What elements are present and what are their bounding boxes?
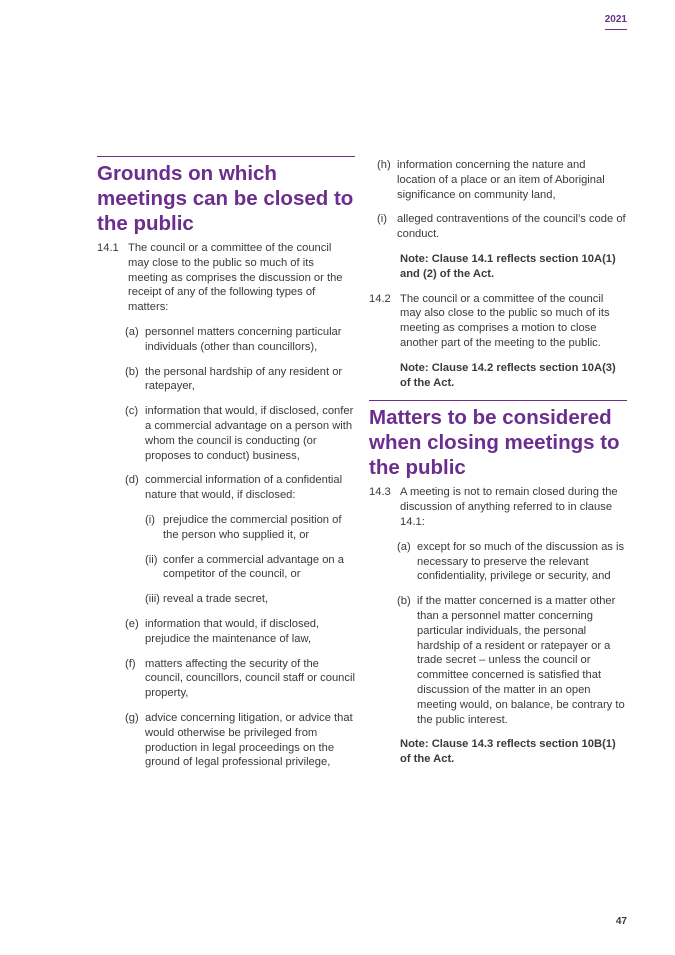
clause-14-1 (97, 241, 355, 315)
sub-list-item-text: prejudice the commercial position of the person who supplied it, or (163, 513, 342, 541)
note-clause-14-3: Note: Clause 14.3 reflects section 10B(1) of the Act. (400, 738, 616, 766)
list-item (349, 158, 627, 202)
list-item-text: personnel matters concerning particular individuals (other than councillors), (145, 325, 342, 353)
page-number: 47 (615, 916, 627, 927)
list-item-text: the personal hardship of any resident or ratepayer, (145, 365, 343, 393)
header-year: 2021 (604, 14, 627, 25)
list-item (97, 473, 355, 503)
list-item (97, 617, 355, 647)
list-item (97, 404, 355, 463)
section-rule (369, 400, 627, 401)
list-item (349, 212, 627, 242)
clause-number: 14.3 (369, 486, 391, 499)
list-item (97, 325, 355, 355)
sub-list-item (97, 513, 355, 543)
list-item (97, 365, 355, 395)
note-clause-14-2: Note: Clause 14.2 reflects section 10A(3) of the Act. (400, 361, 616, 389)
sub-list-item-text: confer a commercial advantage on a competitor of the council, or (163, 553, 344, 581)
sub-list-item-label: (ii) (145, 553, 158, 566)
list-item-text: if the matter concerned is a matter other than a personnel matter concerning particular individuals, the personal hardship of a resident or ratepayer or a trade secret – unless the council or committee concerned is satisfied that discussion of the matter in an open meeting would, on balance, be contrary to the public interest. (417, 595, 625, 726)
section-rule (97, 156, 355, 157)
list-item-label: (f) (125, 657, 136, 670)
list-item-label: (b) (397, 595, 411, 608)
list-item (97, 711, 355, 770)
list-item-text: commercial information of a confidential nature that would, if disclosed: (145, 474, 343, 502)
sub-list-item (97, 553, 355, 583)
list-item-text: matters affecting the security of the council, councillors, council staff or council property, (145, 657, 355, 700)
list-item-label: (a) (397, 540, 411, 553)
list-item (97, 657, 355, 701)
list-item-label: (b) (125, 365, 139, 378)
list-item-text: information that would, if disclosed, confer a commercial advantage on a person with whom the council is conducting (or proposes to conduct) business, (145, 405, 354, 462)
list-item-text: except for so much of the discussion as is necessary to preserve the relevant confidentiality, privilege or security, and (417, 540, 625, 583)
list-item-label: (e) (125, 617, 139, 630)
sub-list-item-label: (iii) (145, 593, 160, 606)
list-item-label: (i) (377, 213, 387, 226)
clause-number: 14.1 (97, 242, 119, 254)
list-item-label: (d) (125, 474, 139, 487)
sub-list-item-text: reveal a trade secret, (163, 593, 269, 606)
list-item-text: information concerning the nature and location of a place or an item of Aboriginal significance on community land, (397, 159, 605, 201)
left-column (97, 156, 355, 780)
clause-14-2 (369, 292, 627, 351)
list-item (369, 594, 627, 727)
section-heading-matters-to-consider: Matters to be considered when closing meetings to the public (369, 406, 620, 480)
clause-text: The council or a committee of the council may close to the public so much of its meeting as comprises the discussion or the receipt of any of the following types of matters: (128, 242, 343, 314)
header-year-underline (605, 29, 627, 30)
list-item-text: advice concerning litigation, or advice that would otherwise be privileged from production in legal proceedings on the ground of legal professional privilege, (145, 711, 353, 769)
list-item-label: (c) (125, 405, 139, 418)
right-column (369, 158, 627, 777)
sub-list-item-label: (i) (145, 513, 155, 526)
list-item-label: (a) (125, 325, 139, 338)
sub-list-item (97, 592, 355, 607)
list-item-text: information that would, if disclosed, prejudice the maintenance of law, (145, 617, 320, 645)
list-item-label: (g) (125, 711, 139, 724)
clause-number: 14.2 (369, 292, 391, 305)
clause-text: The council or a committee of the council may also close to the public so much of its meeting as comprises a motion to close another part of the meeting to the public. (400, 292, 610, 349)
section-heading-closed-meetings: Grounds on which meetings can be closed to the public (97, 162, 354, 235)
note-clause-14-1: Note: Clause 14.1 reflects section 10A(1) and (2) of the Act. (400, 252, 616, 280)
list-item-label: (h) (377, 159, 391, 171)
list-item (369, 540, 627, 584)
clause-14-3 (369, 485, 627, 529)
clause-text: A meeting is not to remain closed during the discussion of anything referred to in clause 14.1: (400, 486, 618, 528)
list-item-text: alleged contraventions of the council’s code of conduct. (397, 213, 626, 241)
